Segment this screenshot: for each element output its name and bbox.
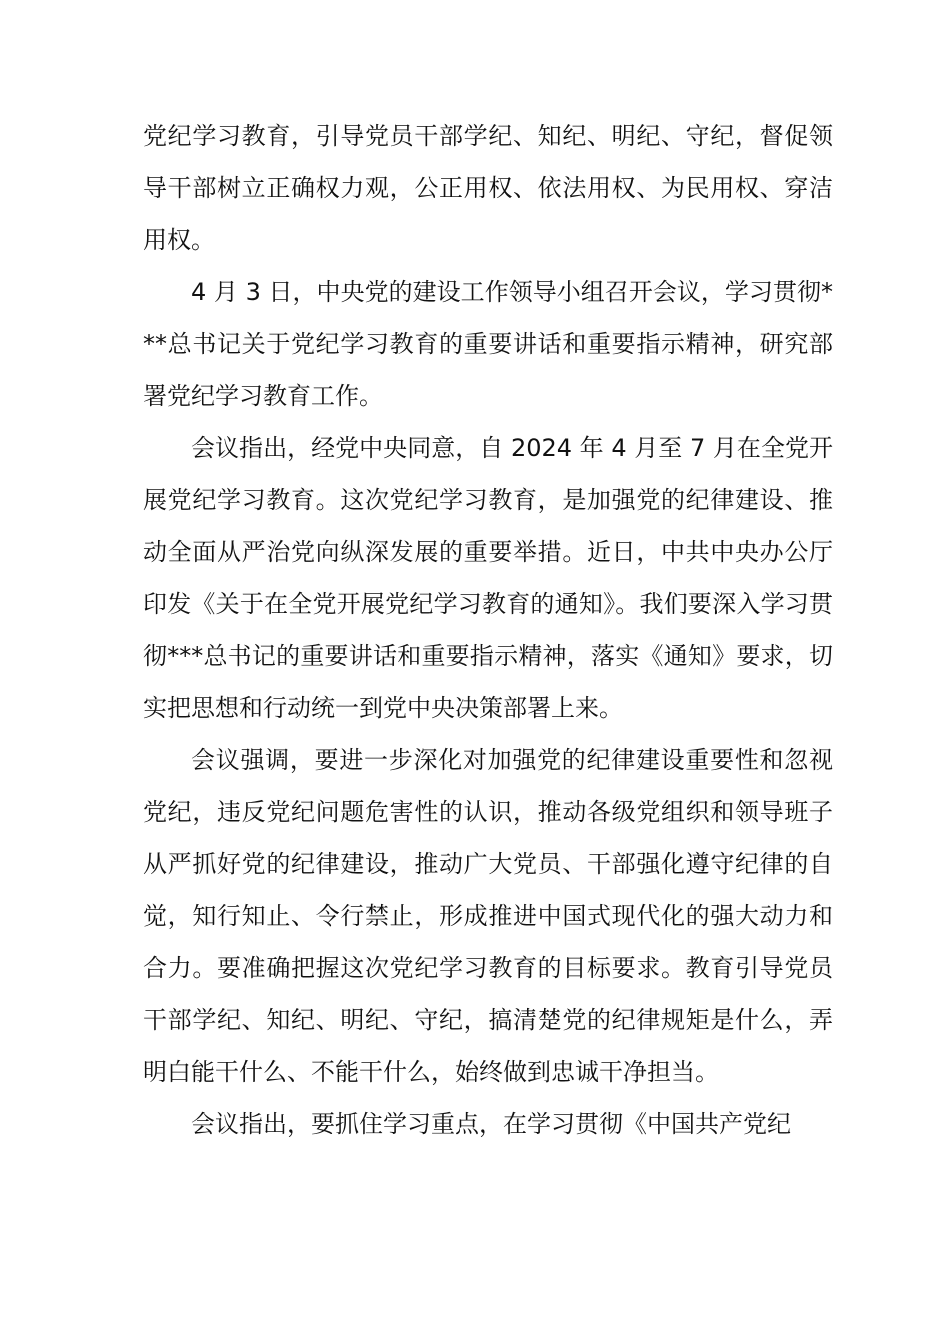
document-body: [143, 110, 833, 1150]
paragraph-meeting-pointed-out: 会议指出，经党中央同意，自 2024 年 4 月至 7 月在全党开展党纪学习教育。这次党纪学习教育，是加强党的纪律建设、推动全面从严治党向纵深发展的重要举措。近日，中共中央办公厅印发《关于在全党开展党纪学习教育的通知》。我们要深入学习贯彻***总书记的重要讲话和重要指示精神，落实《通知》要求，切实把思想和行动统一到党中央决策部署上来。: [143, 434, 833, 722]
paragraph-study-focus: 会议指出，要抓住学习重点，在学习贯彻《中国共产党纪: [191, 1110, 791, 1138]
paragraph-meeting-emphasized: 会议强调，要进一步深化对加强党的纪律建设重要性和忽视党纪，违反党纪问题危害性的认识，推动各级党组织和领导班子从严抓好党的纪律建设，推动广大党员、干部强化遵守纪律的自觉，知行知止、令行禁止，形成推进中国式现代化的强大动力和合力。要准确把握这次党纪学习教育的目标要求。教育引导党员干部学纪、知纪、明纪、守纪，搞清楚党的纪律规矩是什么，弄明白能干什么、不能干什么，始终做到忠诚干净担当。: [143, 746, 833, 1086]
paragraph-meeting-date: 4 月 3 日，中央党的建设工作领导小组召开会议，学习贯彻***总书记关于党纪学习教育的重要讲话和重要指示精神，研究部署党纪学习教育工作。: [143, 278, 833, 410]
paragraph-continuation: 党纪学习教育，引导党员干部学纪、知纪、明纪、守纪，督促领导干部树立正确权力观，公正用权、依法用权、为民用权、穿洁用权。: [143, 122, 833, 254]
